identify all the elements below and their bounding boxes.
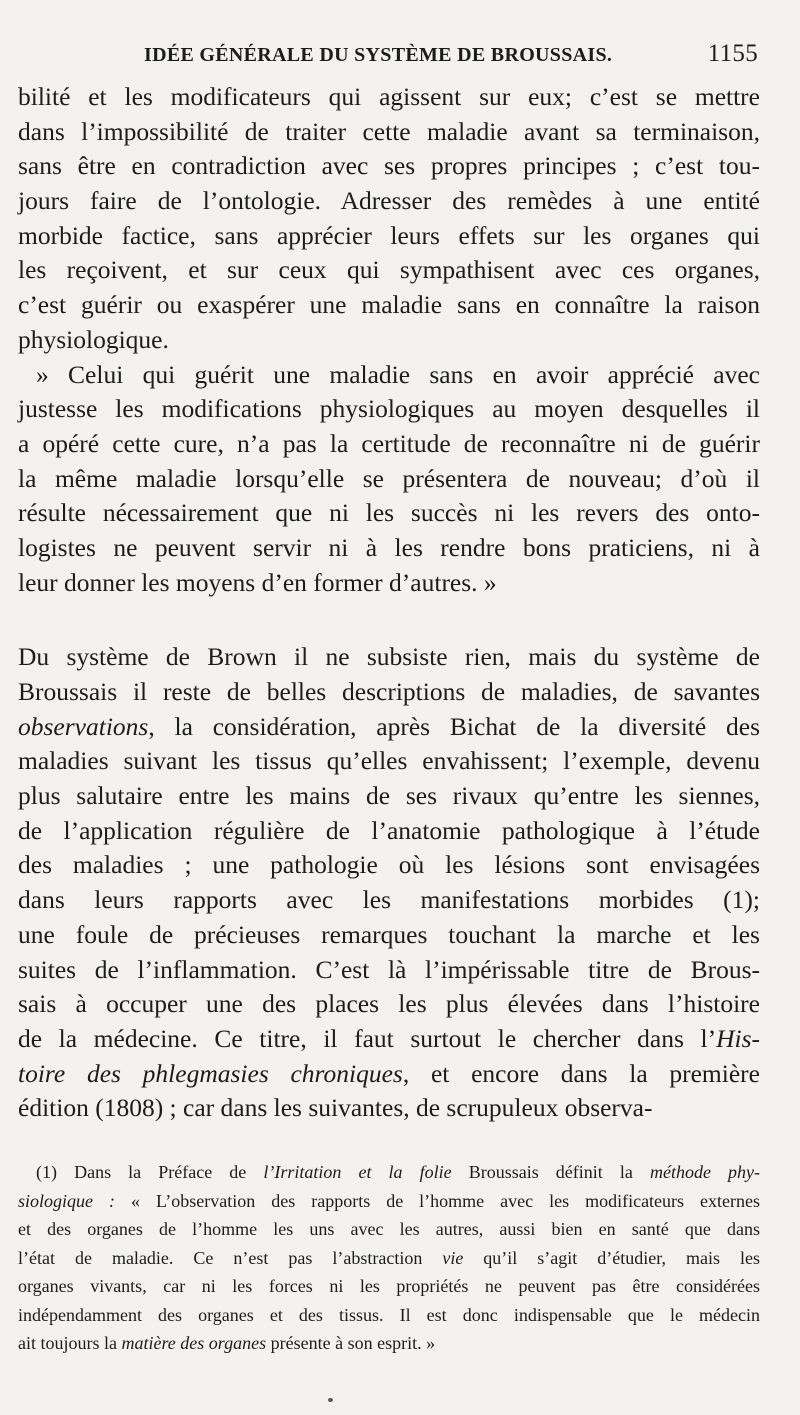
text-line: morbide factice, sans apprécier leurs effets sur les organes qui xyxy=(18,220,760,250)
text-line: la même maladie lorsqu’elle se présentera de nouveau; d’où il xyxy=(18,463,760,493)
text-span: présente à son esprit. » xyxy=(266,1333,436,1353)
ink-speck xyxy=(328,1398,333,1402)
text-span: ait toujours la xyxy=(18,1333,122,1353)
text-span: l’état de maladie. Ce n’est pas l’abstraction xyxy=(18,1247,443,1268)
text-line: plus salutaire entre les mains de ses rivaux qu’entre les siennes, xyxy=(18,781,760,811)
text-span: Dans la Préface de xyxy=(74,1162,264,1182)
footnote-line: et des organes de l’homme les uns avec les autres, aussi bien en santé que dans xyxy=(18,1219,760,1239)
text-line: Du système de Brown il ne subsiste rien, mais du système de xyxy=(18,642,760,672)
paragraph-2 xyxy=(18,358,760,601)
italic-term: vie xyxy=(442,1247,464,1268)
running-title: IDÉE GÉNÉRALE DU SYSTÈME DE BROUSSAIS. xyxy=(144,44,613,66)
text-span: « L’observation des rapports de l’homme avec les modificateurs externes xyxy=(114,1190,760,1211)
text-line: maladies suivant les tissus qu’elles envahissent; l’exemple, devenu xyxy=(18,746,760,776)
text-span: , et encore dans la première xyxy=(402,1058,760,1088)
text-span: de la médecine. Ce titre, il faut surtout le chercher dans l’ xyxy=(18,1023,717,1053)
text-line: c’est guérir ou exaspérer une maladie sans en connaître la raison xyxy=(18,290,760,320)
text-line: justesse les modifications physiologiques au moyen desquelles il xyxy=(18,394,760,424)
italic-term: His- xyxy=(716,1023,760,1053)
paragraph-3 xyxy=(18,640,760,1126)
footnote-line: organes vivants, car ni les forces ni les propriétés ne peuvent pas être considérées xyxy=(18,1276,760,1296)
italic-term: matière des organes xyxy=(121,1333,267,1353)
paragraph-gap xyxy=(18,600,760,640)
text-line: une foule de précieuses remarques touchant la marche et les xyxy=(18,919,760,949)
footnote-line xyxy=(18,1187,760,1216)
text-line: dans l’impossibilité de traiter cette maladie avant sa terminaison, xyxy=(18,116,760,146)
text-line: dans leurs rapports avec les manifestations morbides (1); xyxy=(18,885,760,915)
text-line: édition (1808) ; car dans les suivantes, de scrupuleux observa- xyxy=(18,1093,653,1123)
text-line: sans être en contradiction avec ses propres principes ; c’est tou- xyxy=(18,151,760,181)
text-span: Broussais définit la xyxy=(451,1162,650,1182)
italic-term: méthode phy- xyxy=(649,1162,761,1182)
footnote-line xyxy=(18,1329,760,1358)
footnote-line xyxy=(18,1158,760,1187)
text-line: les reçoivent, et sur ceux qui sympathisent avec ces organes, xyxy=(18,255,760,285)
text-line: des maladies ; une pathologie où les lésions sont envisagées xyxy=(18,850,760,880)
footnote-marker: (1) xyxy=(36,1162,57,1182)
text-line xyxy=(18,1022,760,1057)
italic-term: siologique : xyxy=(18,1190,115,1211)
text-line: physiologique. xyxy=(18,324,169,354)
text-span: , la considération, après Bichat de la diversité des xyxy=(148,711,760,741)
footnote xyxy=(18,1158,760,1358)
italic-term: observations xyxy=(18,711,149,741)
paragraph-1 xyxy=(18,80,760,358)
text-line: de l’application régulière de l’anatomie pathologique à l’étude xyxy=(18,815,760,845)
text-span: qu’il s’agit d’étudier, mais les xyxy=(463,1247,760,1268)
footnote-line: indépendamment des organes et des tissus. Il est donc indispensable que le médecin xyxy=(18,1304,760,1325)
text-line: Broussais il reste de belles descriptions de maladies, de savantes xyxy=(18,677,760,706)
text-line: jours faire de l’ontologie. Adresser des remèdes à une entité xyxy=(18,186,760,216)
text-line xyxy=(18,710,760,745)
text-line: bilité et les modificateurs qui agissent sur eux; c’est se mettre xyxy=(18,82,760,111)
body-text xyxy=(18,80,760,1126)
text-line: » Celui qui guérit une maladie sans en avoir apprécié avec xyxy=(36,359,760,389)
italic-term: l’Irritation et la folie xyxy=(263,1162,452,1182)
text-line xyxy=(18,1057,760,1092)
italic-term: toire des phlegmasies chroniques xyxy=(18,1058,403,1088)
text-line: résulte nécessairement que ni les succès ni les revers des onto- xyxy=(18,498,760,528)
text-line: a opéré cette cure, n’a pas la certitude de reconnaître ni de guérir xyxy=(18,428,760,458)
text-line: suites de l’inflammation. C’est là l’impérissable titre de Brous- xyxy=(18,954,760,984)
footnote-line xyxy=(18,1244,760,1273)
text-line: sais à occuper une des places les plus élevées dans l’histoire xyxy=(18,989,760,1019)
text-line: leur donner les moyens d’en former d’autres. » xyxy=(18,567,497,597)
text-line: logistes ne peuvent servir ni à les rendre bons praticiens, ni à xyxy=(18,532,760,562)
page-number: 1155 xyxy=(707,40,758,67)
book-page xyxy=(18,0,778,1415)
